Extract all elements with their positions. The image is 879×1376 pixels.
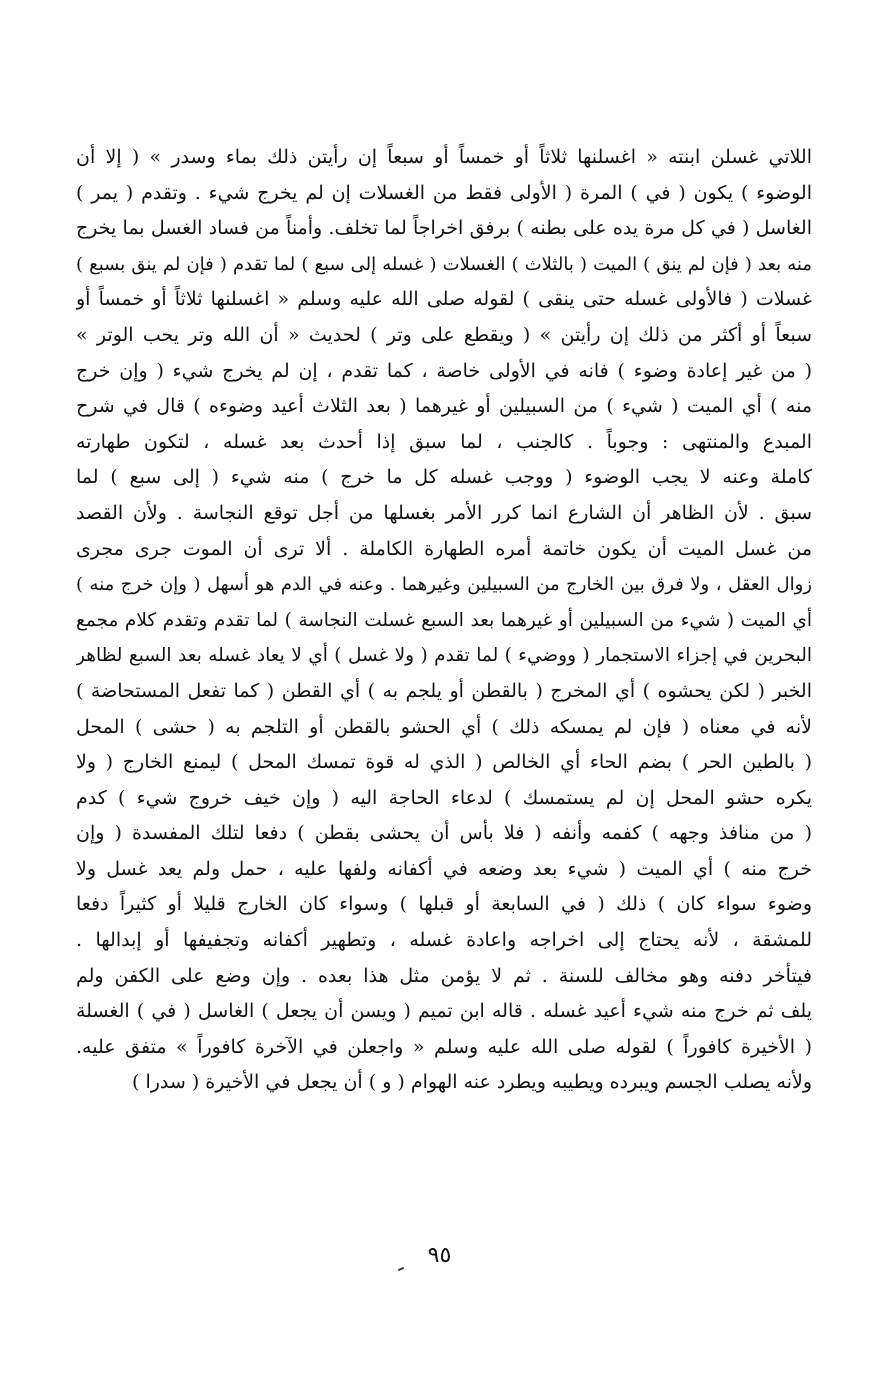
- page-number: ٩٥: [427, 1243, 452, 1268]
- text-line: خرج منه ) أي الميت ( شيء بعد وضعه في أكفانه ولفها عليه ، حمل ولم يعد غسل ولا: [76, 857, 812, 880]
- text-line: البحرين في إجزاء الاستجمار ( ووضيء ) لما تقدم ( ولا غسل ) أي لا يعاد غسله بعد السبع لظاهر: [76, 645, 812, 667]
- text-line: اللاتي غسلن ابنته « اغسلنها ثلاثاً أو خمساً أو سبعاً إن رأيتن ذلك بماء وسدر » ( إلا أن: [76, 146, 812, 168]
- text-line: ( من غير إعادة وضوء ) فانه في الأولى خاصة ، كما تقدم ، إن لم يخرج شيء ( وإن خرج: [76, 359, 812, 382]
- text-line: غسلات ( فالأولى غسله حتى ينقى ) لقوله صلى الله عليه وسلم « اغسلنها ثلاثاً أو خمساً أو: [76, 288, 812, 311]
- text-line: سبعاً أو أكثر من ذلك إن رأيتن » ( ويقطع على وتر ) لحديث « أن الله وتر يحب الوتر »: [76, 323, 812, 346]
- text-line: سبق . لأن الظاهر أن الشارع انما كرر الأمر بغسلها من أجل توقع النجاسة . ولأن القصد: [76, 501, 812, 524]
- text-line: الوضوء ) يكون ( في ) المرة ( الأولى فقط من الغسلات إن لم يخرج شيء . وتقدم ( يمر ): [76, 181, 812, 204]
- text-line: الخبر ( لكن يحشوه ) أي المخرج ( بالقطن أو يلجم به ) أي القطن ( كما تفعل المستحاضة ): [76, 679, 812, 702]
- text-line: ( بالطين الحر ) بضم الحاء أي الخالص ( الذي له قوة تمسك المحل ) ليمنع الخارج ( ولا: [76, 751, 812, 774]
- text-line: زوال العقل ، ولا فرق بين الخارج من السبيلين وغيرهما . وعنه في الدم هو أسهل ( وإن خرج منه ): [76, 574, 812, 596]
- text-line: منه بعد ( فإن لم ينق ) الميت ( بالثلاث ) الغسلات ( غسله إلى سبع ) لما تقدم ( فإن لم ينق بسبع ): [76, 253, 812, 275]
- text-line: وضوء سواء كان ) ذلك ( في السابعة أو قبلها ) وسواء كان الخارج قليلا أو كثيراً دفعا: [76, 893, 812, 916]
- text-line: لأنه في معناه ( فإن لم يمسكه ذلك ) أي الحشو بالقطن أو التلجم به ( حشى ) المحل: [76, 715, 812, 738]
- text-line: ( من منافذ وجهه ) كفمه وأنفه ( فلا بأس أن يحشى بقطن ) دفعا لتلك المفسدة ( وإن: [76, 822, 812, 845]
- text-line: للمشقة ، لأنه يحتاج إلى اخراجه واعادة غسله ، وتطهير أكفانه وتجفيفها أو إبدالها .: [76, 929, 812, 952]
- text-line: فيتأخر دفنه وهو مخالف للسنة . ثم لا يؤمن مثل هذا بعده . وإن وضع على الكفن ولم: [76, 964, 812, 987]
- page-body-text: [76, 140, 812, 1101]
- text-line: ( الأخيرة كافوراً ) لقوله صلى الله عليه وسلم « واجعلن في الآخرة كافوراً » متفق عليه.: [76, 1035, 812, 1058]
- ink-speck: [398, 1267, 404, 1271]
- text-line: منه ) أي الميت ( شيء ) من السبيلين أو غيرهما ( بعد الثلاث أعيد وضوءه ) قال في شرح: [76, 395, 812, 418]
- text-line: كاملة وعنه لا يجب الوضوء ( ووجب غسله كل ما خرج ) منه شيء ( إلى سبع ) لما: [76, 466, 812, 489]
- text-line: ولأنه يصلب الجسم ويبرده ويطيبه ويطرد عنه الهوام ( و ) أن يجعل في الأخيرة ( سدرا ): [132, 1071, 812, 1094]
- text-line: الغاسل ( في كل مرة يده على بطنه ) برفق اخراجاً لما تخلف. وأمناً من فساد الغسل بما يخرج: [76, 217, 812, 240]
- text-line: أي الميت ( شيء من السبيلين أو غيرهما بعد السبع غسلت النجاسة ) لما تقدم وتقدم كلام مجمع: [76, 609, 812, 631]
- text-line: يلف ثم خرج منه شيء أعيد غسله . قاله ابن تميم ( ويسن أن يجعل ) الغاسل ( في ) الغسلة: [76, 1000, 812, 1023]
- text-line: المبدع والمنتهى : وجوباً . كالجنب ، لما سبق إذا أحدث بعد غسله ، لتكون طهارته: [76, 430, 812, 453]
- text-line: من غسل الميت أن يكون خاتمة أمره الطهارة الكاملة . ألا ترى أن الموت جرى مجرى: [76, 537, 812, 560]
- text-line: يكره حشو المحل إن لم يستمسك ) لدعاء الحاجة اليه ( وإن خيف خروج شيء ) كدم: [76, 786, 812, 809]
